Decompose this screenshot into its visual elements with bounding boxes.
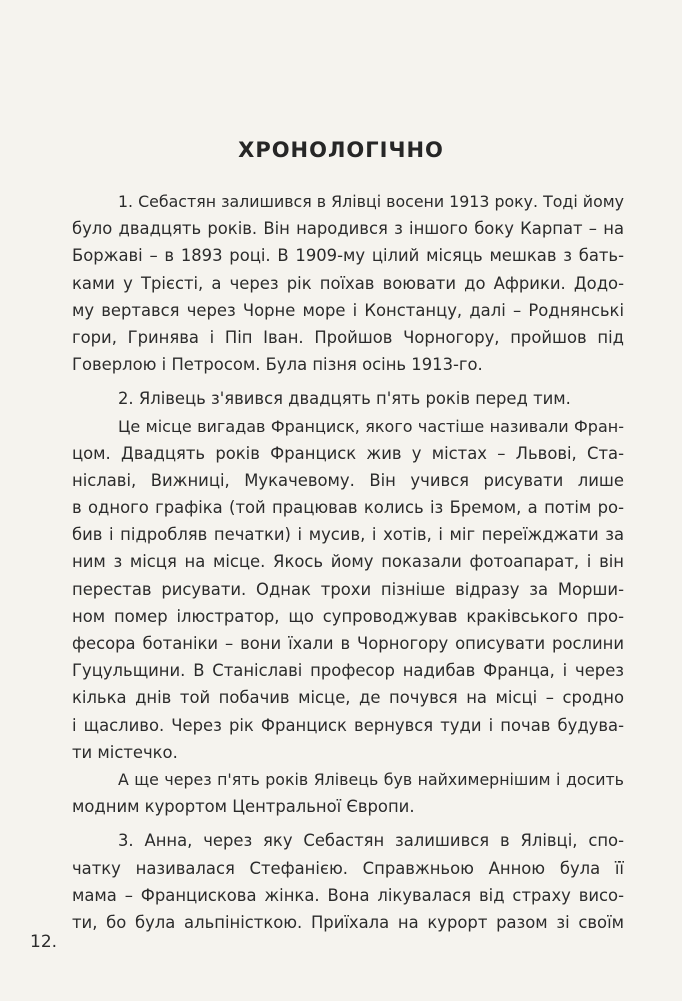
text-line: А ще через п'ять років Ялівець був найхимернішим і досить bbox=[118, 769, 624, 789]
text-line: мама – Францискова жінка. Вона лікувалася від страху висо- bbox=[72, 885, 624, 905]
text-line: перестав рисувати. Однак трохи пізніше відразу за Морши- bbox=[72, 579, 624, 599]
text-line: і щасливо. Через рік Франциск вернувся туди і почав будува- bbox=[72, 715, 624, 735]
body-text bbox=[72, 188, 624, 936]
text-line: цом. Двадцять років Франциск жив у містах – Львові, Ста- bbox=[72, 443, 624, 463]
text-line: ним з місця на місце. Якось йому показали фотоапарат, і він bbox=[72, 552, 624, 572]
text-line: фесора ботаніки – вони їхали в Чорногору описувати рослини bbox=[72, 634, 624, 653]
text-line: гори, Гринява і Піп Іван. Пройшов Чорногору, пройшов під bbox=[72, 327, 624, 347]
text-line: 1. Себастян залишився в Ялівці восени 1913 року. Тоді йому bbox=[118, 192, 624, 211]
text-line: в одного графіка (той працював колись із Бремом, а потім ро- bbox=[72, 498, 624, 518]
text-line: чатку називалася Стефанією. Справжньою Анною була її bbox=[72, 858, 624, 878]
text-line: Це місце вигадав Франциск, якого частіше називали Фран- bbox=[118, 416, 624, 436]
text-line: ками у Трієсті, а через рік поїхав воювати до Африки. Додо- bbox=[72, 273, 624, 293]
text-line: ном помер ілюстратор, що супроводжував краківського про- bbox=[72, 606, 624, 626]
text-line: кілька днів той побачив місце, де почувся на місці – сродно bbox=[72, 688, 624, 708]
text-line: бив і підробляв печатки) і мусив, і хотів, і міг переїжджати за bbox=[72, 525, 624, 545]
text-line: Боржаві – в 1893 році. В 1909-му цілий місяць мешкав з бать- bbox=[72, 246, 624, 266]
text-line: було двадцять років. Він народився з іншого боку Карпат – на bbox=[72, 219, 624, 239]
page-number: 12. bbox=[30, 932, 58, 952]
text-line: Гуцульщини. В Станіславі професор надибав Франца, і через bbox=[72, 661, 624, 681]
chapter-title: ХРОНОЛОГІЧНО bbox=[238, 138, 444, 162]
text-line: ніславі, Вижниці, Мукачевому. Він учився рисувати лише bbox=[72, 470, 624, 490]
text-line: Говерлою і Петросом. Була пізня осінь 1913-го. bbox=[72, 355, 483, 375]
text-line: модним курортом Центральної Європи. bbox=[72, 797, 415, 817]
text-line: ти, бо була альпіністкою. Приїхала на курорт разом зі своїм bbox=[72, 912, 624, 932]
text-line: му вертався через Чорне море і Констанцу, далі – Роднянські bbox=[72, 300, 624, 320]
text-line: ти містечко. bbox=[72, 742, 178, 762]
text-line: 2. Ялівець з'явився двадцять п'ять років перед тим. bbox=[118, 389, 571, 409]
text-line: 3. Анна, через яку Себастян залишився в Ялівці, спо- bbox=[118, 831, 624, 851]
